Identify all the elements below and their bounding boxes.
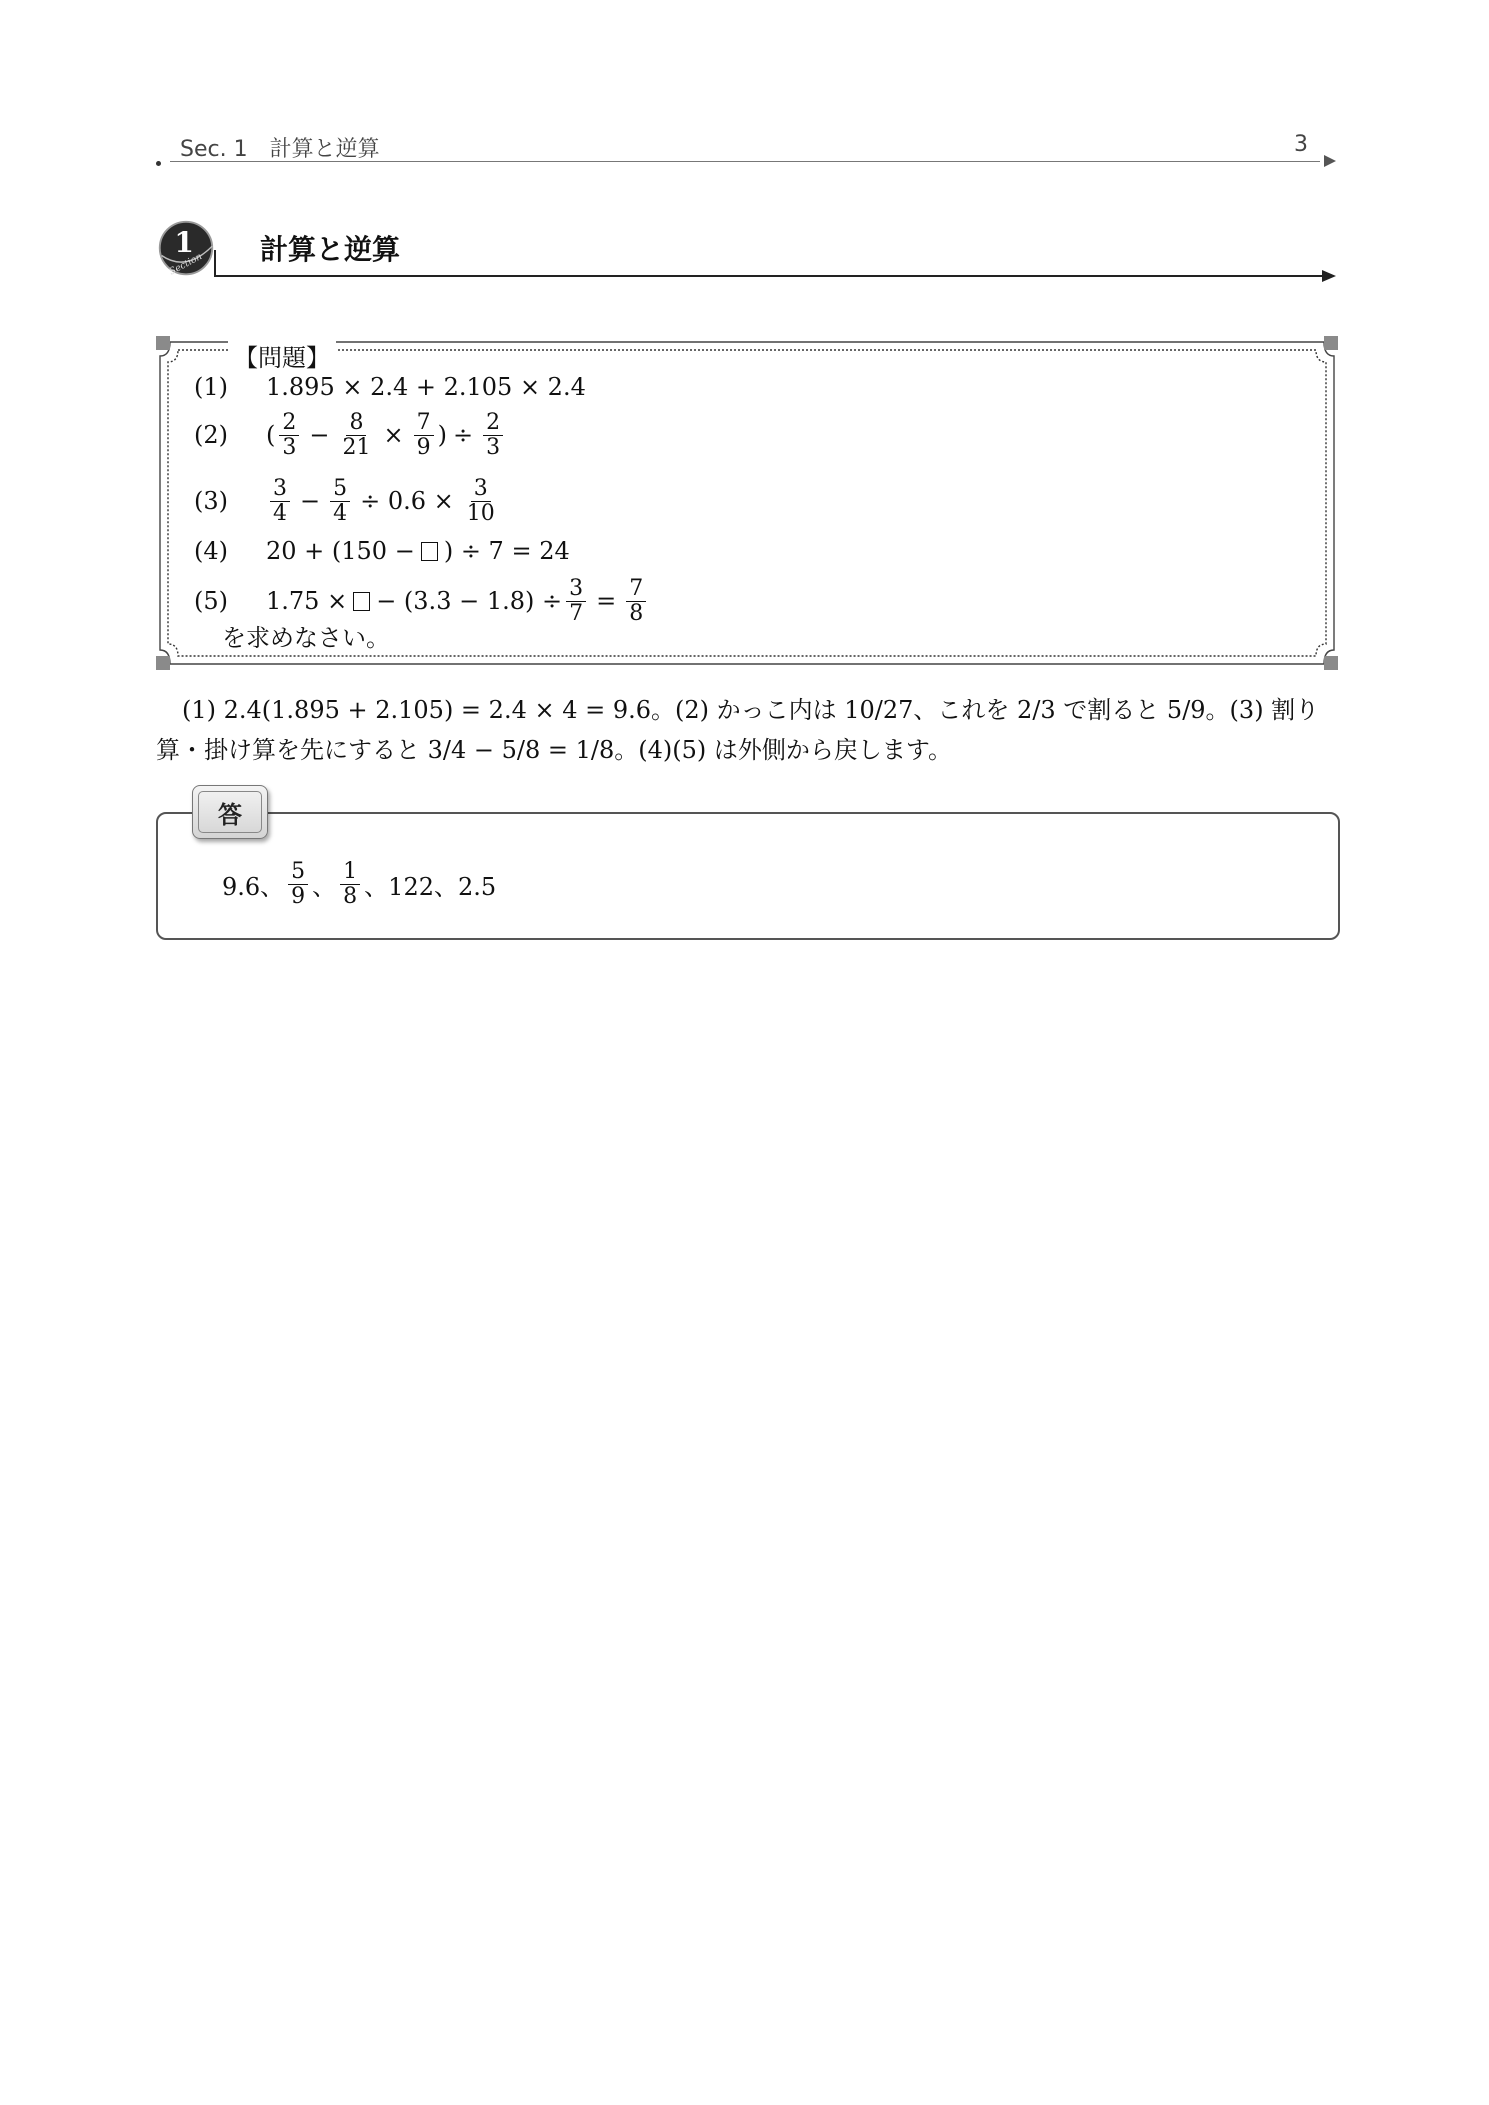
open-paren: (: [266, 421, 276, 449]
expression-after: − (3.3 − 1.8) ÷: [376, 587, 563, 615]
denominator: 3: [282, 434, 297, 460]
problem-instruction: を求めなさい。: [222, 624, 390, 652]
numerator: 3: [566, 577, 586, 602]
running-header: [156, 130, 1336, 170]
answer-separator: 、: [312, 872, 337, 901]
numerator: 2: [483, 411, 503, 436]
section-heading: [156, 214, 1336, 294]
denominator: 4: [333, 500, 348, 526]
explanation-text: (1) 2.4(1.895 + 2.105) = 2.4 × 4 = 9.6。(2) かっこ内は 10/27、これを 2/3 で割ると 5/9。(3) 割り算・掛け算を先にすると 3/4 − 5/8 = 1/8。(4)(5) は外側から戻します。: [156, 696, 1320, 765]
answer-first: 9.6、: [222, 872, 285, 901]
expression-before: 1.75 ×: [266, 587, 348, 615]
fraction: [279, 411, 299, 460]
problem-item: [194, 402, 1294, 468]
fraction: [626, 577, 646, 626]
running-header-title: Sec. 1 計算と逆算: [180, 137, 380, 162]
fraction: [340, 860, 360, 909]
section-rule-vertical: [214, 250, 216, 276]
corner-square-br: [1324, 656, 1338, 670]
corner-square-tr: [1324, 336, 1338, 350]
denominator: 4: [273, 500, 287, 526]
answer-tab: [192, 785, 268, 839]
numerator: 3: [270, 477, 290, 502]
fraction: [330, 477, 350, 526]
numerator: 5: [330, 477, 350, 502]
section-rule: [214, 275, 1324, 277]
problem-item: [194, 534, 1294, 568]
numerator: 5: [288, 860, 308, 885]
problem-number: (2): [194, 421, 228, 449]
corner-square-tl: [156, 336, 170, 350]
answer-rest: 、122、2.5: [364, 872, 497, 901]
problem-number: (4): [194, 537, 228, 565]
page-number: 3: [1294, 132, 1308, 157]
fraction: [414, 411, 434, 460]
problem-expression: [266, 477, 502, 526]
fraction: [464, 477, 498, 526]
section-title: 計算と逆算: [260, 233, 401, 266]
answer-label: 答: [198, 791, 262, 833]
blank-box-icon: [353, 592, 370, 611]
fraction: [483, 411, 503, 460]
corner-square-bl: [156, 656, 170, 670]
denominator: 7: [569, 600, 584, 626]
problem-item: [194, 372, 1294, 402]
denominator: 3: [486, 434, 501, 460]
problem-number: (5): [194, 587, 228, 615]
denominator: 8: [343, 883, 358, 909]
expression-before: 20 + (150 −: [266, 537, 415, 565]
numerator: 7: [414, 411, 434, 436]
answer-content: [222, 860, 496, 909]
header-rule: [170, 161, 1320, 162]
denominator: 21: [342, 434, 371, 460]
problem-list: [194, 372, 1294, 634]
header-dot: [156, 161, 161, 166]
fraction: [270, 477, 290, 526]
header-arrow-icon: [1324, 155, 1336, 167]
denominator: 10: [466, 500, 495, 526]
operator: −: [300, 487, 321, 515]
problem-item: [194, 468, 1294, 534]
problem-number: (1): [194, 373, 228, 401]
denominator: 9: [416, 434, 431, 460]
section-badge-icon: [156, 218, 216, 278]
blank-box-icon: [421, 542, 438, 561]
fraction: [566, 577, 586, 626]
problem-box: [156, 332, 1338, 674]
problem-number: (3): [194, 487, 228, 515]
close-paren: ): [437, 421, 447, 449]
denominator: 8: [629, 600, 644, 626]
operator-group: ÷ 0.6 ×: [360, 487, 454, 515]
operator: ×: [383, 421, 404, 449]
section-number: 1: [174, 225, 194, 259]
numerator: 1: [340, 860, 360, 885]
problem-expression: [266, 539, 570, 563]
operator: ÷: [452, 421, 474, 449]
problem-label: 【問題】: [228, 338, 336, 373]
fraction: [339, 411, 373, 460]
numerator: 3: [471, 477, 491, 502]
fraction: [288, 860, 308, 909]
problem-expression: 1.895 × 2.4 + 2.105 × 2.4: [266, 373, 586, 401]
operator: =: [596, 587, 617, 615]
numerator: 2: [279, 411, 299, 436]
numerator: 7: [626, 577, 646, 602]
expression-after: ) ÷ 7 = 24: [443, 537, 570, 565]
section-badge-text: Section: [167, 251, 205, 278]
section-arrow-icon: [1322, 270, 1336, 282]
problem-expression: [266, 411, 507, 460]
numerator: 8: [346, 411, 366, 436]
denominator: 9: [291, 883, 306, 909]
operator: −: [309, 421, 330, 449]
